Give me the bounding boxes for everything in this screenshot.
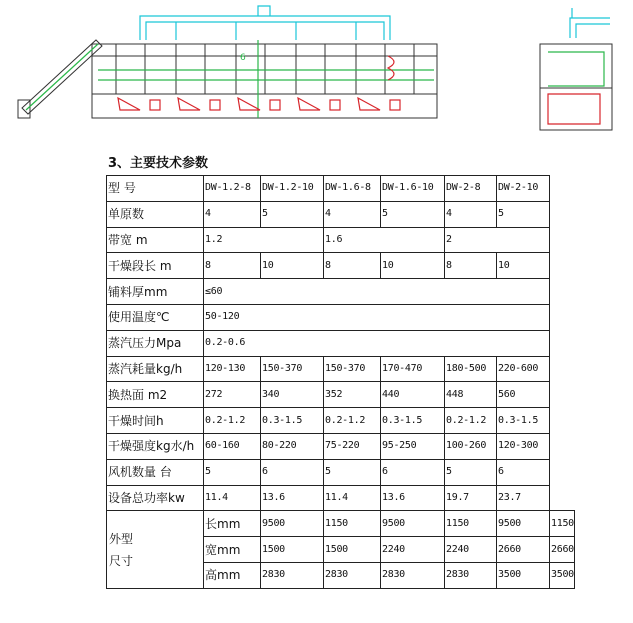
value-cell: 5 [204,459,261,485]
value-cell: 6 [261,459,324,485]
value-cell: 95-250 [381,433,445,459]
conveyor-belt [26,40,604,118]
value-cell: 4 [204,201,261,227]
value-cell: 9500 [497,511,550,537]
value-cell: 23.7 [497,485,550,511]
table-row [107,253,575,279]
value-cell: 0.3-1.5 [261,408,324,434]
value-cell: 180-500 [445,356,497,382]
row-label-cell: 带宽 m [107,227,204,253]
value-cell: 0.2-1.2 [324,408,381,434]
value-cell: 13.6 [381,485,445,511]
value-cell: 2240 [381,537,445,563]
row-label-cell: 风机数量 台 [107,459,204,485]
heater-units [118,56,600,124]
spec-table [106,175,575,589]
value-cell: 10 [497,253,550,279]
row-label-cell: 设备总功率kw [107,485,204,511]
row-label-cell: 蒸汽压力Mpa [107,330,204,356]
value-cell: 2830 [324,562,381,588]
value-cell: 6 [497,459,550,485]
value-cell: 150-370 [324,356,381,382]
row-label-cell: 使用温度℃ [107,304,204,330]
value-cell: 5 [381,201,445,227]
model-header-cell: DW-1.2-10 [261,176,324,202]
value-cell: 10 [381,253,445,279]
model-header-cell: DW-1.2-8 [204,176,261,202]
row-label-cell: 铺料厚mm [107,279,204,305]
dimension-group-line: 外型 [109,531,134,546]
value-cell: 1150 [324,511,381,537]
section-heading: 3、主要技术参数 [108,156,209,171]
value-cell: 5 [445,459,497,485]
value-cell: 352 [324,382,381,408]
dimension-group-label [107,511,204,588]
spec-table-body [107,176,575,589]
table-row [107,304,575,330]
table-row [107,227,575,253]
table-row [107,330,575,356]
table-row [107,459,575,485]
value-cell: 3500 [550,562,575,588]
value-cell: 75-220 [324,433,381,459]
model-header-cell: DW-1.6-8 [324,176,381,202]
value-cell: ≤60 [204,279,550,305]
value-cell: 1.6 [324,227,445,253]
value-cell: 150-370 [261,356,324,382]
model-header-cell: DW-2-10 [497,176,550,202]
value-cell: 2660 [497,537,550,563]
air-duct [140,6,610,40]
value-cell: 120-300 [497,433,550,459]
dimension-label-cell: 长mm [204,511,261,537]
value-cell: 2830 [445,562,497,588]
value-cell: 10 [261,253,324,279]
value-cell: 5 [324,459,381,485]
value-cell: 1150 [550,511,575,537]
value-cell: 1.2 [204,227,324,253]
table-row [107,279,575,305]
value-cell: 1150 [445,511,497,537]
value-cell: 1500 [324,537,381,563]
table-row [107,433,575,459]
value-cell: 440 [381,382,445,408]
value-cell: 100-260 [445,433,497,459]
table-row [107,408,575,434]
value-cell: 9500 [261,511,324,537]
row-label-cell: 蒸汽耗量kg/h [107,356,204,382]
header-label-cell: 型 号 [107,176,204,202]
value-cell: 1500 [261,537,324,563]
row-label-cell: 干燥强度kg水/h [107,433,204,459]
value-cell: 120-130 [204,356,261,382]
value-cell: 3500 [497,562,550,588]
value-cell: 0.2-1.2 [204,408,261,434]
value-cell: 220-600 [497,356,550,382]
model-header-cell: DW-2-8 [445,176,497,202]
value-cell: 2660 [550,537,575,563]
value-cell: 2830 [381,562,445,588]
value-cell: 13.6 [261,485,324,511]
table-row [107,382,575,408]
dryer-body [92,44,612,130]
value-cell: 11.4 [204,485,261,511]
value-cell: 448 [445,382,497,408]
value-cell: 5 [261,201,324,227]
value-cell: 4 [324,201,381,227]
value-cell: 0.2-0.6 [204,330,550,356]
table-header-row [107,176,575,202]
model-header-cell: DW-1.6-10 [381,176,445,202]
dryer-drawing [0,0,633,140]
value-cell: 50-120 [204,304,550,330]
value-cell: 6 [381,459,445,485]
value-cell: 0.3-1.5 [381,408,445,434]
value-cell: 8 [204,253,261,279]
dimension-group-line: 尺寸 [109,553,134,568]
row-label-cell: 换热面 m2 [107,382,204,408]
table-row [107,201,575,227]
value-cell: 2240 [445,537,497,563]
value-cell: 170-470 [381,356,445,382]
value-cell: 8 [445,253,497,279]
value-cell: 60-160 [204,433,261,459]
value-cell: 272 [204,382,261,408]
dimension-label-cell: 高mm [204,562,261,588]
value-cell: 4 [445,201,497,227]
value-cell: 0.3-1.5 [497,408,550,434]
table-row [107,511,575,537]
table-row [107,356,575,382]
value-cell: 19.7 [445,485,497,511]
value-cell: 80-220 [261,433,324,459]
row-label-cell: 干燥段长 m [107,253,204,279]
value-cell: 5 [497,201,550,227]
callout-label: 6 [240,53,246,63]
value-cell: 2830 [261,562,324,588]
dimension-label-cell: 宽mm [204,537,261,563]
value-cell: 8 [324,253,381,279]
row-label-cell: 单原数 [107,201,204,227]
value-cell: 560 [497,382,550,408]
table-row [107,485,575,511]
value-cell: 9500 [381,511,445,537]
value-cell: 11.4 [324,485,381,511]
value-cell: 2 [445,227,550,253]
value-cell: 340 [261,382,324,408]
value-cell: 0.2-1.2 [445,408,497,434]
row-label-cell: 干燥时间h [107,408,204,434]
